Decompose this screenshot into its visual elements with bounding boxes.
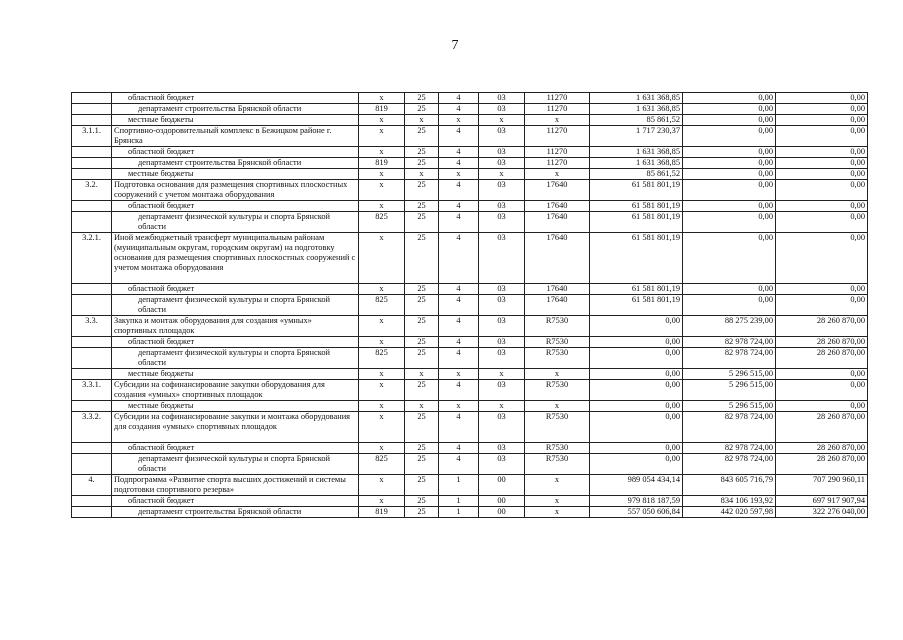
direction-code: 17640 (525, 201, 590, 212)
subprogram-code: 4 (439, 93, 479, 104)
subprogram-code: 4 (439, 443, 479, 454)
row-name: областной бюджет (112, 337, 359, 348)
event-code: 03 (479, 147, 525, 158)
amount-year-1: 557 050 606,84 (590, 507, 683, 518)
amount-year-3: 697 917 907,94 (776, 496, 868, 507)
amount-year-2: 0,00 (683, 284, 776, 295)
direction-code: 11270 (525, 158, 590, 169)
amount-year-1: 61 581 801,19 (590, 212, 683, 233)
direction-code: 17640 (525, 295, 590, 316)
amount-year-3: 0,00 (776, 158, 868, 169)
row-number: 3.1.1. (72, 126, 112, 147)
row-number (72, 93, 112, 104)
row-number: 4. (72, 475, 112, 496)
amount-year-2: 843 605 716,79 (683, 475, 776, 496)
page-number: 7 (451, 38, 459, 53)
admin-code: x (359, 412, 405, 443)
program-code: 25 (405, 212, 439, 233)
row-number (72, 115, 112, 126)
row-name: областной бюджет (112, 201, 359, 212)
subprogram-code: x (439, 115, 479, 126)
amount-year-3: 0,00 (776, 212, 868, 233)
table-row (72, 380, 868, 401)
program-code: 25 (405, 126, 439, 147)
amount-year-3: 0,00 (776, 369, 868, 380)
row-number (72, 507, 112, 518)
amount-year-2: 0,00 (683, 233, 776, 284)
subprogram-code: 4 (439, 212, 479, 233)
amount-year-1: 0,00 (590, 401, 683, 412)
program-code: x (405, 169, 439, 180)
subprogram-code: 1 (439, 496, 479, 507)
admin-code: x (359, 126, 405, 147)
row-number (72, 158, 112, 169)
event-code: 00 (479, 507, 525, 518)
direction-code: R7530 (525, 348, 590, 369)
program-code: 25 (405, 316, 439, 337)
amount-year-3: 28 260 870,00 (776, 337, 868, 348)
table-row (72, 507, 868, 518)
direction-code: 17640 (525, 212, 590, 233)
amount-year-1: 1 717 230,37 (590, 126, 683, 147)
table-row (72, 93, 868, 104)
amount-year-2: 82 978 724,00 (683, 412, 776, 443)
direction-code: 11270 (525, 126, 590, 147)
amount-year-2: 82 978 724,00 (683, 454, 776, 475)
amount-year-2: 0,00 (683, 126, 776, 147)
amount-year-3: 28 260 870,00 (776, 454, 868, 475)
amount-year-1: 61 581 801,19 (590, 284, 683, 295)
amount-year-1: 0,00 (590, 380, 683, 401)
amount-year-3: 0,00 (776, 201, 868, 212)
event-code: 03 (479, 212, 525, 233)
row-name: департамент физической культуры и спорта Брянской области (112, 454, 359, 475)
direction-code: R7530 (525, 443, 590, 454)
amount-year-3: 322 276 040,00 (776, 507, 868, 518)
amount-year-2: 0,00 (683, 201, 776, 212)
amount-year-1: 979 818 187,59 (590, 496, 683, 507)
event-code: 03 (479, 412, 525, 443)
row-number: 3.3.2. (72, 412, 112, 443)
subprogram-code: 4 (439, 147, 479, 158)
subprogram-code: 4 (439, 412, 479, 443)
program-code: 25 (405, 233, 439, 284)
amount-year-3: 28 260 870,00 (776, 316, 868, 337)
event-code: 03 (479, 454, 525, 475)
amount-year-3: 28 260 870,00 (776, 348, 868, 369)
subprogram-code: 4 (439, 380, 479, 401)
event-code: 03 (479, 337, 525, 348)
row-number (72, 284, 112, 295)
event-code: 03 (479, 316, 525, 337)
admin-code: 819 (359, 158, 405, 169)
amount-year-2: 0,00 (683, 93, 776, 104)
admin-code: x (359, 443, 405, 454)
amount-year-3: 0,00 (776, 180, 868, 201)
subprogram-code: x (439, 369, 479, 380)
program-code: 25 (405, 443, 439, 454)
amount-year-1: 989 054 434,14 (590, 475, 683, 496)
amount-year-2: 5 296 515,00 (683, 380, 776, 401)
row-name: Спортивно-оздоровительный комплекс в Бежицком районе г. Брянска (112, 126, 359, 147)
direction-code: R7530 (525, 412, 590, 443)
row-name: Иной межбюджетный трансферт муниципальным районам (муниципальным округам, городским округам) на подготовку основания для размещения спортивных плоскостных сооружений с учетом монтажа оборудования (112, 233, 359, 284)
row-name: Субсидии на софинансирование закупки оборудования для создания «умных» спортивных площадок (112, 380, 359, 401)
amount-year-2: 0,00 (683, 169, 776, 180)
row-number: 3.3.1. (72, 380, 112, 401)
program-code: 25 (405, 284, 439, 295)
subprogram-code: 4 (439, 158, 479, 169)
direction-code: R7530 (525, 316, 590, 337)
table-row (72, 180, 868, 201)
admin-code: x (359, 115, 405, 126)
program-code: 25 (405, 496, 439, 507)
amount-year-3: 707 290 960,11 (776, 475, 868, 496)
table-row (72, 201, 868, 212)
admin-code: x (359, 401, 405, 412)
amount-year-2: 82 978 724,00 (683, 337, 776, 348)
event-code: 03 (479, 93, 525, 104)
direction-code: x (525, 507, 590, 518)
admin-code: x (359, 284, 405, 295)
direction-code: x (525, 169, 590, 180)
amount-year-1: 85 861,52 (590, 115, 683, 126)
table-row (72, 412, 868, 443)
amount-year-1: 0,00 (590, 369, 683, 380)
admin-code: x (359, 369, 405, 380)
row-number (72, 401, 112, 412)
admin-code: x (359, 337, 405, 348)
subprogram-code: 4 (439, 295, 479, 316)
table-row (72, 284, 868, 295)
amount-year-1: 0,00 (590, 337, 683, 348)
program-code: 25 (405, 475, 439, 496)
subprogram-code: 4 (439, 284, 479, 295)
program-code: 25 (405, 104, 439, 115)
direction-code: 17640 (525, 284, 590, 295)
row-number: 3.2. (72, 180, 112, 201)
amount-year-3: 0,00 (776, 93, 868, 104)
amount-year-1: 0,00 (590, 412, 683, 443)
amount-year-3: 0,00 (776, 126, 868, 147)
amount-year-3: 0,00 (776, 115, 868, 126)
budget-table (71, 92, 868, 518)
row-name: областной бюджет (112, 93, 359, 104)
amount-year-2: 82 978 724,00 (683, 443, 776, 454)
admin-code: 825 (359, 348, 405, 369)
event-code: x (479, 115, 525, 126)
amount-year-3: 28 260 870,00 (776, 443, 868, 454)
program-code: 25 (405, 201, 439, 212)
subprogram-code: 4 (439, 337, 479, 348)
direction-code: x (525, 115, 590, 126)
amount-year-3: 0,00 (776, 284, 868, 295)
program-code: 25 (405, 380, 439, 401)
row-number (72, 212, 112, 233)
amount-year-3: 0,00 (776, 147, 868, 158)
subprogram-code: 4 (439, 201, 479, 212)
amount-year-1: 61 581 801,19 (590, 201, 683, 212)
program-code: 25 (405, 348, 439, 369)
admin-code: 819 (359, 507, 405, 518)
row-name: Закупка и монтаж оборудования для создания «умных» спортивных площадок (112, 316, 359, 337)
table-row (72, 337, 868, 348)
event-code: x (479, 401, 525, 412)
row-name: областной бюджет (112, 443, 359, 454)
row-name: Подготовка основания для размещения спортивных плоскостных сооружений с учетом монтажа оборудования (112, 180, 359, 201)
table-row (72, 126, 868, 147)
subprogram-code: x (439, 169, 479, 180)
admin-code: 825 (359, 212, 405, 233)
amount-year-3: 0,00 (776, 401, 868, 412)
row-number (72, 369, 112, 380)
event-code: 03 (479, 180, 525, 201)
admin-code: x (359, 316, 405, 337)
row-name: областной бюджет (112, 284, 359, 295)
row-number (72, 337, 112, 348)
row-number (72, 443, 112, 454)
amount-year-3: 0,00 (776, 295, 868, 316)
admin-code: 825 (359, 295, 405, 316)
table-row (72, 147, 868, 158)
subprogram-code: 4 (439, 348, 479, 369)
row-name: департамент строительства Брянской области (112, 507, 359, 518)
program-code: 25 (405, 147, 439, 158)
admin-code: x (359, 475, 405, 496)
direction-code: R7530 (525, 337, 590, 348)
event-code: 03 (479, 443, 525, 454)
direction-code: x (525, 401, 590, 412)
table-row (72, 475, 868, 496)
direction-code: R7530 (525, 380, 590, 401)
amount-year-3: 0,00 (776, 233, 868, 284)
table-row (72, 369, 868, 380)
program-code: 25 (405, 337, 439, 348)
subprogram-code: 1 (439, 475, 479, 496)
direction-code: 17640 (525, 180, 590, 201)
program-code: 25 (405, 454, 439, 475)
amount-year-3: 0,00 (776, 169, 868, 180)
amount-year-1: 0,00 (590, 316, 683, 337)
row-name: Подпрограмма «Развитие спорта высших достижений и системы подготовки спортивного резерва» (112, 475, 359, 496)
amount-year-1: 1 631 368,85 (590, 158, 683, 169)
row-number: 3.2.1. (72, 233, 112, 284)
amount-year-1: 61 581 801,19 (590, 295, 683, 316)
row-name: департамент физической культуры и спорта Брянской области (112, 348, 359, 369)
amount-year-2: 0,00 (683, 212, 776, 233)
table-row (72, 233, 868, 284)
subprogram-code: 4 (439, 126, 479, 147)
program-code: 25 (405, 412, 439, 443)
amount-year-1: 0,00 (590, 454, 683, 475)
program-code: x (405, 115, 439, 126)
row-number (72, 147, 112, 158)
admin-code: x (359, 201, 405, 212)
table-row (72, 158, 868, 169)
event-code: 03 (479, 348, 525, 369)
table-row (72, 401, 868, 412)
direction-code: x (525, 475, 590, 496)
amount-year-3: 0,00 (776, 380, 868, 401)
subprogram-code: 4 (439, 104, 479, 115)
subprogram-code: x (439, 401, 479, 412)
admin-code: x (359, 169, 405, 180)
table-row (72, 316, 868, 337)
admin-code: x (359, 233, 405, 284)
program-code: x (405, 401, 439, 412)
admin-code: x (359, 93, 405, 104)
amount-year-3: 0,00 (776, 104, 868, 115)
amount-year-3: 28 260 870,00 (776, 412, 868, 443)
subprogram-code: 1 (439, 507, 479, 518)
table-row (72, 115, 868, 126)
program-code: 25 (405, 295, 439, 316)
row-name: департамент физической культуры и спорта Брянской области (112, 212, 359, 233)
program-code: x (405, 369, 439, 380)
event-code: x (479, 169, 525, 180)
row-name: местные бюджеты (112, 115, 359, 126)
row-name: местные бюджеты (112, 169, 359, 180)
amount-year-1: 1 631 368,85 (590, 147, 683, 158)
amount-year-2: 834 106 193,92 (683, 496, 776, 507)
event-code: x (479, 369, 525, 380)
subprogram-code: 4 (439, 233, 479, 284)
direction-code: 17640 (525, 233, 590, 284)
row-name: департамент физической культуры и спорта Брянской области (112, 295, 359, 316)
amount-year-2: 82 978 724,00 (683, 348, 776, 369)
amount-year-2: 0,00 (683, 180, 776, 201)
table-row (72, 443, 868, 454)
row-name: департамент строительства Брянской области (112, 104, 359, 115)
amount-year-2: 442 020 597,98 (683, 507, 776, 518)
amount-year-1: 0,00 (590, 443, 683, 454)
table-row (72, 348, 868, 369)
admin-code: x (359, 180, 405, 201)
table-row (72, 496, 868, 507)
amount-year-2: 88 275 239,00 (683, 316, 776, 337)
direction-code: 11270 (525, 93, 590, 104)
direction-code: x (525, 496, 590, 507)
direction-code: R7530 (525, 454, 590, 475)
amount-year-2: 5 296 515,00 (683, 369, 776, 380)
program-code: 25 (405, 158, 439, 169)
direction-code: 11270 (525, 104, 590, 115)
row-number: 3.3. (72, 316, 112, 337)
event-code: 03 (479, 233, 525, 284)
admin-code: x (359, 496, 405, 507)
row-name: областной бюджет (112, 496, 359, 507)
event-code: 03 (479, 201, 525, 212)
row-name: местные бюджеты (112, 401, 359, 412)
table-row (72, 104, 868, 115)
event-code: 03 (479, 126, 525, 147)
row-number (72, 201, 112, 212)
table-row (72, 295, 868, 316)
amount-year-2: 5 296 515,00 (683, 401, 776, 412)
amount-year-2: 0,00 (683, 104, 776, 115)
row-number (72, 348, 112, 369)
row-number (72, 104, 112, 115)
amount-year-1: 85 861,52 (590, 169, 683, 180)
admin-code: x (359, 147, 405, 158)
event-code: 03 (479, 104, 525, 115)
admin-code: x (359, 380, 405, 401)
row-name: департамент строительства Брянской области (112, 158, 359, 169)
subprogram-code: 4 (439, 316, 479, 337)
table-row (72, 454, 868, 475)
row-number (72, 295, 112, 316)
event-code: 03 (479, 295, 525, 316)
admin-code: 819 (359, 104, 405, 115)
event-code: 03 (479, 380, 525, 401)
direction-code: 11270 (525, 147, 590, 158)
amount-year-1: 1 631 368,85 (590, 93, 683, 104)
amount-year-1: 61 581 801,19 (590, 180, 683, 201)
amount-year-2: 0,00 (683, 295, 776, 316)
row-number (72, 496, 112, 507)
event-code: 00 (479, 475, 525, 496)
amount-year-1: 1 631 368,85 (590, 104, 683, 115)
program-code: 25 (405, 507, 439, 518)
amount-year-1: 61 581 801,19 (590, 233, 683, 284)
program-code: 25 (405, 93, 439, 104)
amount-year-2: 0,00 (683, 147, 776, 158)
direction-code: x (525, 369, 590, 380)
row-number (72, 454, 112, 475)
event-code: 03 (479, 158, 525, 169)
row-name: местные бюджеты (112, 369, 359, 380)
table-row (72, 169, 868, 180)
event-code: 03 (479, 284, 525, 295)
row-name: Субсидии на софинансирование закупки и монтажа оборудования для создания «умных» спортивных площадок (112, 412, 359, 443)
row-number (72, 169, 112, 180)
admin-code: 825 (359, 454, 405, 475)
row-name: областной бюджет (112, 147, 359, 158)
amount-year-2: 0,00 (683, 158, 776, 169)
subprogram-code: 4 (439, 180, 479, 201)
table-row (72, 212, 868, 233)
program-code: 25 (405, 180, 439, 201)
amount-year-2: 0,00 (683, 115, 776, 126)
event-code: 00 (479, 496, 525, 507)
amount-year-1: 0,00 (590, 348, 683, 369)
subprogram-code: 4 (439, 454, 479, 475)
